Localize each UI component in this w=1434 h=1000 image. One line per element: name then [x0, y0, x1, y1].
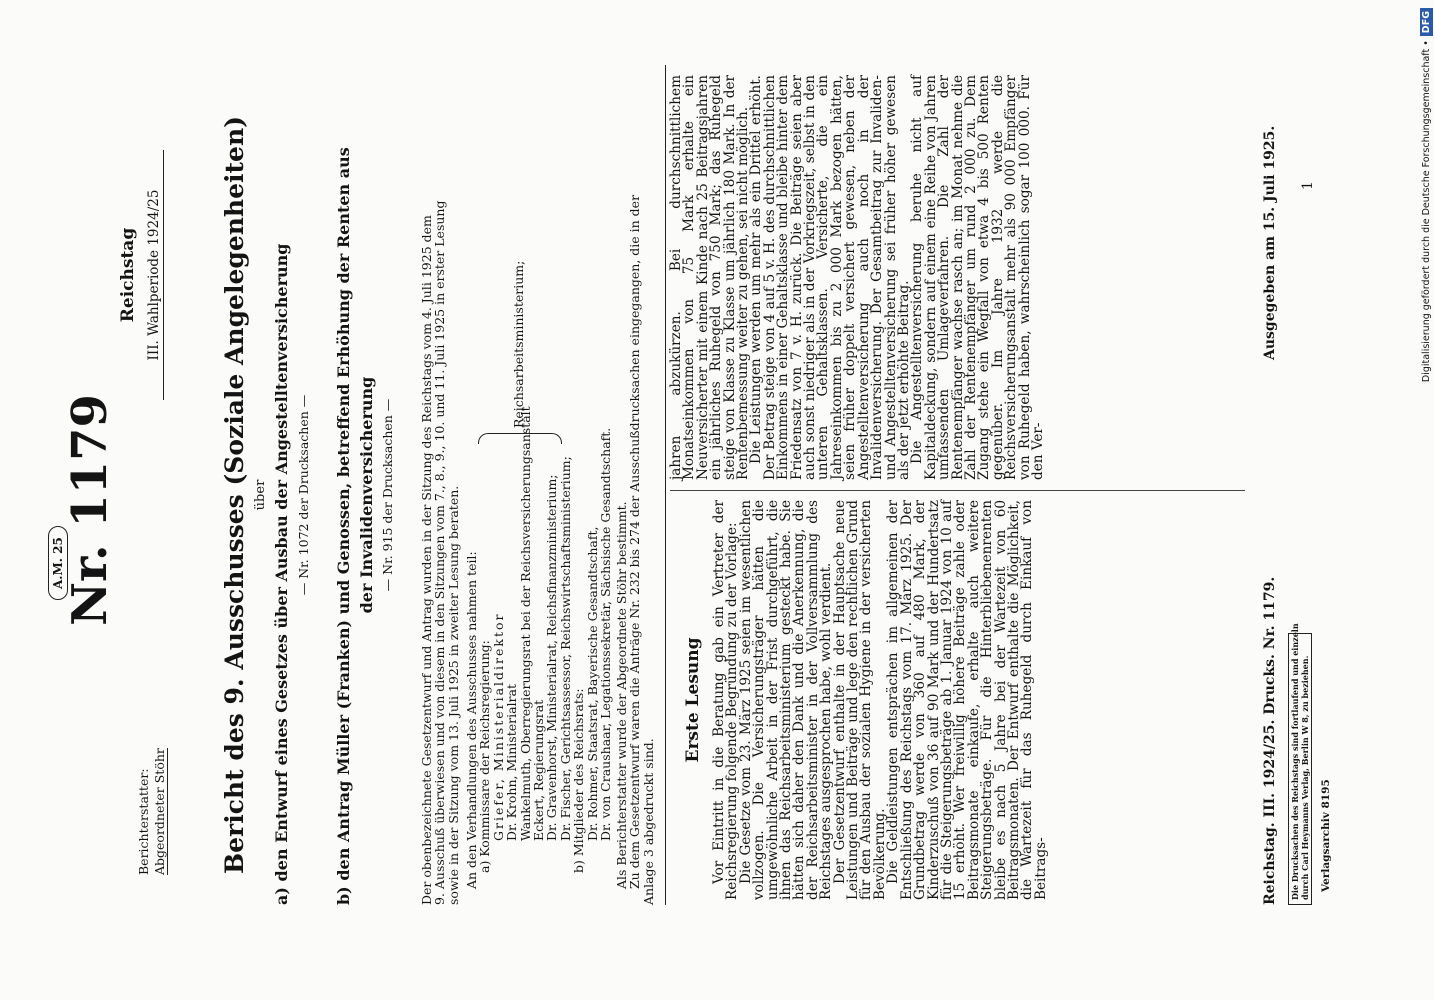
publisher-box — [1288, 623, 1312, 905]
report-title: Bericht des 9. Ausschusses (Soziale Angelegenheiten) — [220, 116, 249, 874]
publisher-line: Die Drucksachen des Reichstags sind fortlaufend und einzeln — [1290, 623, 1300, 900]
participants-heading: An den Verhandlungen des Ausschusses nahmen teil: — [464, 551, 479, 889]
gov-member: Dr. Krohn, Ministerialrat — [504, 683, 520, 841]
motions-line: Anlage 3 abgedruckt sind. — [640, 738, 656, 905]
gov-member: Eckert, Regierungsrat — [531, 699, 547, 841]
document-number: Nr. 1179 — [62, 394, 118, 626]
reporter-name: Abgeordneter Stöhr — [152, 748, 167, 875]
paragraph: Die Gesetze vom 23. März 1925 seien im wesentlichen vollzogen. Die Versicherungsträger hätten die umgewöhnliche Arbeit in der Frist durchgeführt, die ihnen das Reichsarbeitsministerium gesteckt habe. Sie hätten sich daher den Dank und die Anerkennung, die der Reichsarbeitsminister in der Vollversammlung des Reichstages ausgesprochen habe, wohl verdient. — [737, 500, 835, 900]
gov-member: Wankelmuth, Oberregierungsrat bei der Reichsversicherungsanstalt — [517, 406, 533, 841]
item-b-line2: der Invalidenversicherung — [357, 376, 376, 614]
column-right — [670, 75, 1045, 480]
section-rule — [665, 65, 666, 905]
item-b-ref: — Nr. 915 der Drucksachen — — [380, 398, 395, 592]
digitization-sidebar — [1418, 0, 1434, 1000]
reporter-label: Berichterstatter: — [136, 768, 151, 875]
reichsrat-members-label: b) Mitglieder des Reichsrats: — [571, 688, 587, 873]
footer-left: Reichstag. III. 1924/25. Drucks. Nr. 1179. — [1262, 576, 1278, 905]
reichsrat-member: Dr. von Craushaar, Legationssekretär, Sächsische Gesandtschaft. — [598, 427, 614, 841]
intro-line: 9. Ausschuß überwiesen und von diesem in den Sitzungen vom 7., 8., 9., 10. und 11. Juli 1925 in erster Lesung — [432, 200, 448, 905]
institution-name: Reichstag — [118, 227, 138, 323]
intro-line: sowie in der Sitzung vom 13. Juli 1925 in zweiter Lesung beraten. — [445, 485, 461, 905]
reichsrat-member: Dr. Rohmer, Staatsrat, Bayerische Gesandtschaft, — [584, 526, 600, 841]
brace-label: Reichsarbeitsministerium; — [511, 260, 526, 428]
intro-line: Der obenbezeichnete Gesetzentwurf und Antrag wurden in der Sitzung des Reichstags vom 4. Juli 1925 dem — [419, 215, 434, 905]
item-b-line1: b) den Antrag Müller (Franken) und Genossen, betreffend Erhöhung der Renten aus — [334, 147, 353, 905]
section-title: Erste Lesung — [683, 637, 703, 763]
reporter-note-block — [615, 65, 655, 905]
gov-member: Dr. Fischer, Gerichtsassessor, Reichswirtschaftsministerium; — [557, 456, 573, 841]
motions-line: Zu dem Gesetzentwurf waren die Anträge Nr. 232 bis 274 der Ausschußdrucksachen eingegangen, die in der — [627, 194, 643, 889]
gov-member: Dr. Gravenhorst, Ministerialrat, Reichsfinanzministerium; — [544, 474, 560, 841]
archive-number: Verlagsarchiv 8195 — [1320, 779, 1332, 892]
gov-member: Griefer, Ministerialdirektor — [490, 612, 506, 841]
item-a-text: a) den Entwurf eines Gesetzes über Ausbau der Angestelltenversicherung — [272, 243, 291, 905]
paragraph: Die Angestelltenversicherung beruhe nicht auf Kapitaldeckung, sondern auf einem eine Reihe von Jahren umfassenden Umlageverfahren. Die Zahl der Rentenempfänger wachse rasch an; im Monat nehme die Zahl der Rentenempfänger um rund 2 000 zu. Dem Zugang stehe ein Wegfall von etwa 4 bis 500 Renten gegenüber. Im Jahre 1932 werde die Reichsversicherungsanstalt mehr als 90 000 Empfänger von Ruhegeld haben, wahrscheinlich sogar 100 000. Für den Ver- — [909, 75, 1046, 480]
publisher-line: durch Carl Heymanns Verlag, Berlin W 8, zu beziehen. — [1300, 655, 1310, 900]
intro-paragraph — [420, 65, 460, 905]
archive-stamp: A.M. 25 — [48, 526, 68, 600]
dfg-logo: DFG — [1420, 8, 1433, 36]
column-divider — [670, 490, 1245, 491]
page-number: 1 — [1300, 181, 1316, 190]
paragraph: Der Gesetzentwurf enthalte in der Hauptsache neue Leistungen und Beiträge und lege den rechtlichen Grund für den Ausbau der sozialen Hygiene in der versicherten Bevölkerung. — [831, 500, 888, 900]
brace — [478, 433, 562, 444]
legislative-period: III. Wahlperiode 1924/25 — [146, 150, 164, 400]
column-left — [713, 500, 1048, 900]
paragraph: Die Leistungen werden um mehr als ein Drittel erhöht. Der Betrag steige von 4 auf 5 v. H. des durchschnittlichen Einkommens in einer Gehaltsklasse und bleibe hinter dem Friedensatz von 7 v. H. zurück. Die Beiträge seien aber auch sonst niedriger als in der Vorkriegszeit, selbst in den unteren Gehaltsklassen. Versicherte, die ein Jahreseinkommen bis zu 2 000 Mark bezogen hätten, seien früher doppelt versichert gewesen, neben der Angestelltenversicherung auch noch in der Invalidenversicherung. Der Gesamtbeitrag zur Invaliden- und Angestelltenversicherung sei früher höher gewesen als der jetzt erhöhte Beitrag. — [748, 75, 912, 480]
ueber-label: über — [253, 479, 268, 511]
footer-right: Ausgegeben am 15. Juli 1925. — [1262, 125, 1278, 360]
digitization-text — [1418, 0, 1434, 1000]
participants-section — [465, 65, 612, 905]
digitization-note: Digitalisierung gefördert durch die Deutsche Forschungsgemeinschaft • — [1421, 40, 1432, 383]
paragraph: Die Geldleistungen entsprächen im allgemeinen der Entschließung des Reichstags vom 17. März 1925. Der Grundbetrag werde von 360 auf 480 Mark, der Kinderzuschuß von 36 auf 90 Mark und der Hundertsatz für die Steigerungsbeträge ab 1. Januar 1924 von 10 auf 15 erhöht. Wer freiwillig höhere Beiträge zahle oder Beitragsmonate einkaufe, erhalte auch weitere Steigerungsbeträge. Für die Hinterbliebenenrenten bleibe es nach 5 Jahre bei der Wartezeit von 60 Beitragsmonaten. Der Entwurf enthalte die Möglichkeit, die Wartezeit für das Ruhegeld durch Einkauf von Beitrags- — [885, 500, 1049, 900]
reporter-note: Als Berichterstatter wurde der Abgeordnete Stöhr bestimmt. — [614, 501, 629, 889]
gov-commissioners-label: a) Kommissare der Reichsregierung: — [477, 640, 493, 873]
paragraph: jahren abzukürzen. Bei durchschnittlichem Monatseinkommen von 75 Mark erhalte ein Neuversicherter mit einem Kinde nach 25 Beitragsjahren ein jährliches Ruhegeld von 750 Mark; das Ruhegeld steige von Klasse zu Klasse um jährlich 180 Mark. In der Rentenbemessung weiter zu gehen, sei nicht möglich. — [668, 75, 752, 480]
paragraph: Vor Eintritt in die Beratung gab ein Vertreter der Reichsregierung folgende Begründung zu der Vorlage: — [711, 500, 741, 900]
item-a-ref: — Nr. 1072 der Drucksachen — — [296, 394, 311, 596]
